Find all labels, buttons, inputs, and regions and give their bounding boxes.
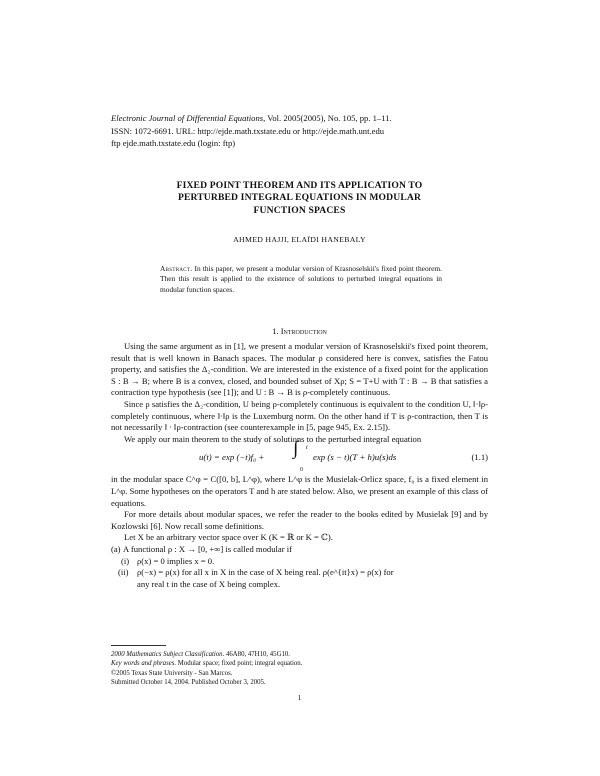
keywords-line: [111, 659, 488, 668]
definition-ii-continued: any real t in the case of X being complex.: [137, 578, 281, 589]
paragraph-5: For more details about modular spaces, we refer the reader to the books edited by Musielak [9] and by Kozlowski [6]. Now recall some definitions.: [111, 509, 488, 531]
definition-a-text: A functional ρ : X → [0, +∞] is called modular if: [123, 543, 292, 554]
journal-citation: , Vol. 2005(2005), No. 105, pp. 1–11.: [263, 113, 392, 123]
definition-i-text: ρ(x) = 0 implies x = 0.: [137, 555, 215, 566]
footnotes: [111, 650, 488, 688]
keywords: Modular space; fixed point; integral equation.: [176, 660, 303, 668]
paragraph-6: Let X be an arbitrary vector space over K (K = ℝ or K = ℂ).: [124, 532, 333, 543]
msc-line: [111, 650, 488, 659]
paper-title: [111, 180, 488, 217]
submission-line: Submitted October 14, 2004. Published October 3, 2005.: [111, 679, 266, 687]
integral-sign: ∫: [293, 438, 299, 460]
definition-a: [111, 544, 488, 556]
definition-a-tag: (a): [111, 543, 121, 554]
section-heading: [111, 326, 488, 336]
title-line-3: FUNCTION SPACES: [253, 204, 346, 216]
definition-i: [111, 556, 488, 568]
definition-ii: [111, 567, 488, 579]
integral-upper-limit: t: [306, 445, 308, 452]
definition-ii-text: ρ(−x) = ρ(x) for all x in X in the case of X being real. ρ(e^{it}x) = ρ(x) for: [137, 567, 394, 578]
ftp-line: ftp ejde.math.txstate.edu (login: ftp): [111, 138, 236, 149]
definition-list: [111, 544, 488, 590]
definition-ii-tag: (ii): [118, 567, 129, 578]
authors: AHMED HAJJI, ELAÏDI HANEBALY: [233, 235, 366, 244]
equation-rhs: exp (s − t)(T + h)u(s)ds: [313, 452, 397, 463]
footnote-rule: [111, 645, 166, 646]
integral-lower-limit: 0: [300, 467, 303, 474]
abstract: [160, 264, 442, 295]
paragraph-3: We apply our main theorem to the study of solutions to the perturbed integral equation: [124, 433, 422, 444]
section-number: 1.: [272, 326, 281, 336]
equation-number: (1.1): [471, 452, 488, 463]
equation-lhs: u(t) = exp (−t)f₀ +: [199, 452, 265, 463]
msc-label: 2000 Mathematics Subject Classification.: [111, 651, 225, 658]
journal-citation-line: [111, 112, 488, 125]
title-line-1: FIXED POINT THEOREM AND ITS APPLICATION TO: [176, 180, 423, 191]
journal-header: [111, 112, 488, 150]
msc-codes: 46A80, 47H10, 45G10.: [224, 651, 290, 658]
body-text: [111, 341, 488, 590]
paragraph-4: in the modular space C^φ = C([0, b], L^φ), where L^φ is the Musielak-Orlicz space, f₀ is a fixed element in L^φ. Some hypotheses on the operators T and h are stated below. Also, we present an example of this class of equations.: [111, 474, 488, 508]
keywords-label: Key words and phrases.: [111, 660, 177, 668]
paragraph-2: Since ρ satisfies the Δ₂-condition, U being ρ-completely continuous is equivalent to the condition U, ‖·‖ρ-completely continuous, where ‖·‖ρ is the Luxemburg norm. On the other hand if T is ρ-contraction, then T is not necessarily ‖ · ‖ρ-contraction (see counterexample in [5, page 945, Ex. 2.15]).: [111, 398, 488, 433]
abstract-text: In this paper, we present a modular version of Krasnoselskii's fixed point theorem. Then this result is applied to the existence of solutions to perturbed integral equations in modular function spaces.: [160, 264, 442, 294]
page-number: 1: [297, 693, 302, 702]
paragraph-1: Using the same argument as in [1], we present a modular version of Krasnoselskii's fixed point theorem, result that is well known in Banach spaces. The modular ρ considered here is convex, satisfies the Fatou property, and satisfies the Δ₂-condition. We are interested in the existence of a fixed point for the application S : B → B; where B is a convex, closed, and bounded subset of Xρ; S = T+U with T : B → B that satisfies a contraction type hypothesis (see [1]); and U : B → B is ρ-completely continuous.: [111, 341, 488, 398]
abstract-label: Abstract.: [160, 264, 193, 273]
issn-line: ISSN: 1072-6691. URL: http://ejde.math.txstate.edu or http://ejde.math.unt.edu: [111, 125, 385, 136]
copyright-line: ©2005 Texas State University - San Marcos.: [111, 669, 233, 677]
journal-name: Electronic Journal of Differential Equations: [111, 113, 264, 123]
section-title: Introduction: [280, 326, 327, 336]
title-line-2: PERTURBED INTEGRAL EQUATIONS IN MODULAR: [177, 192, 422, 204]
definition-i-tag: (i): [121, 555, 130, 566]
